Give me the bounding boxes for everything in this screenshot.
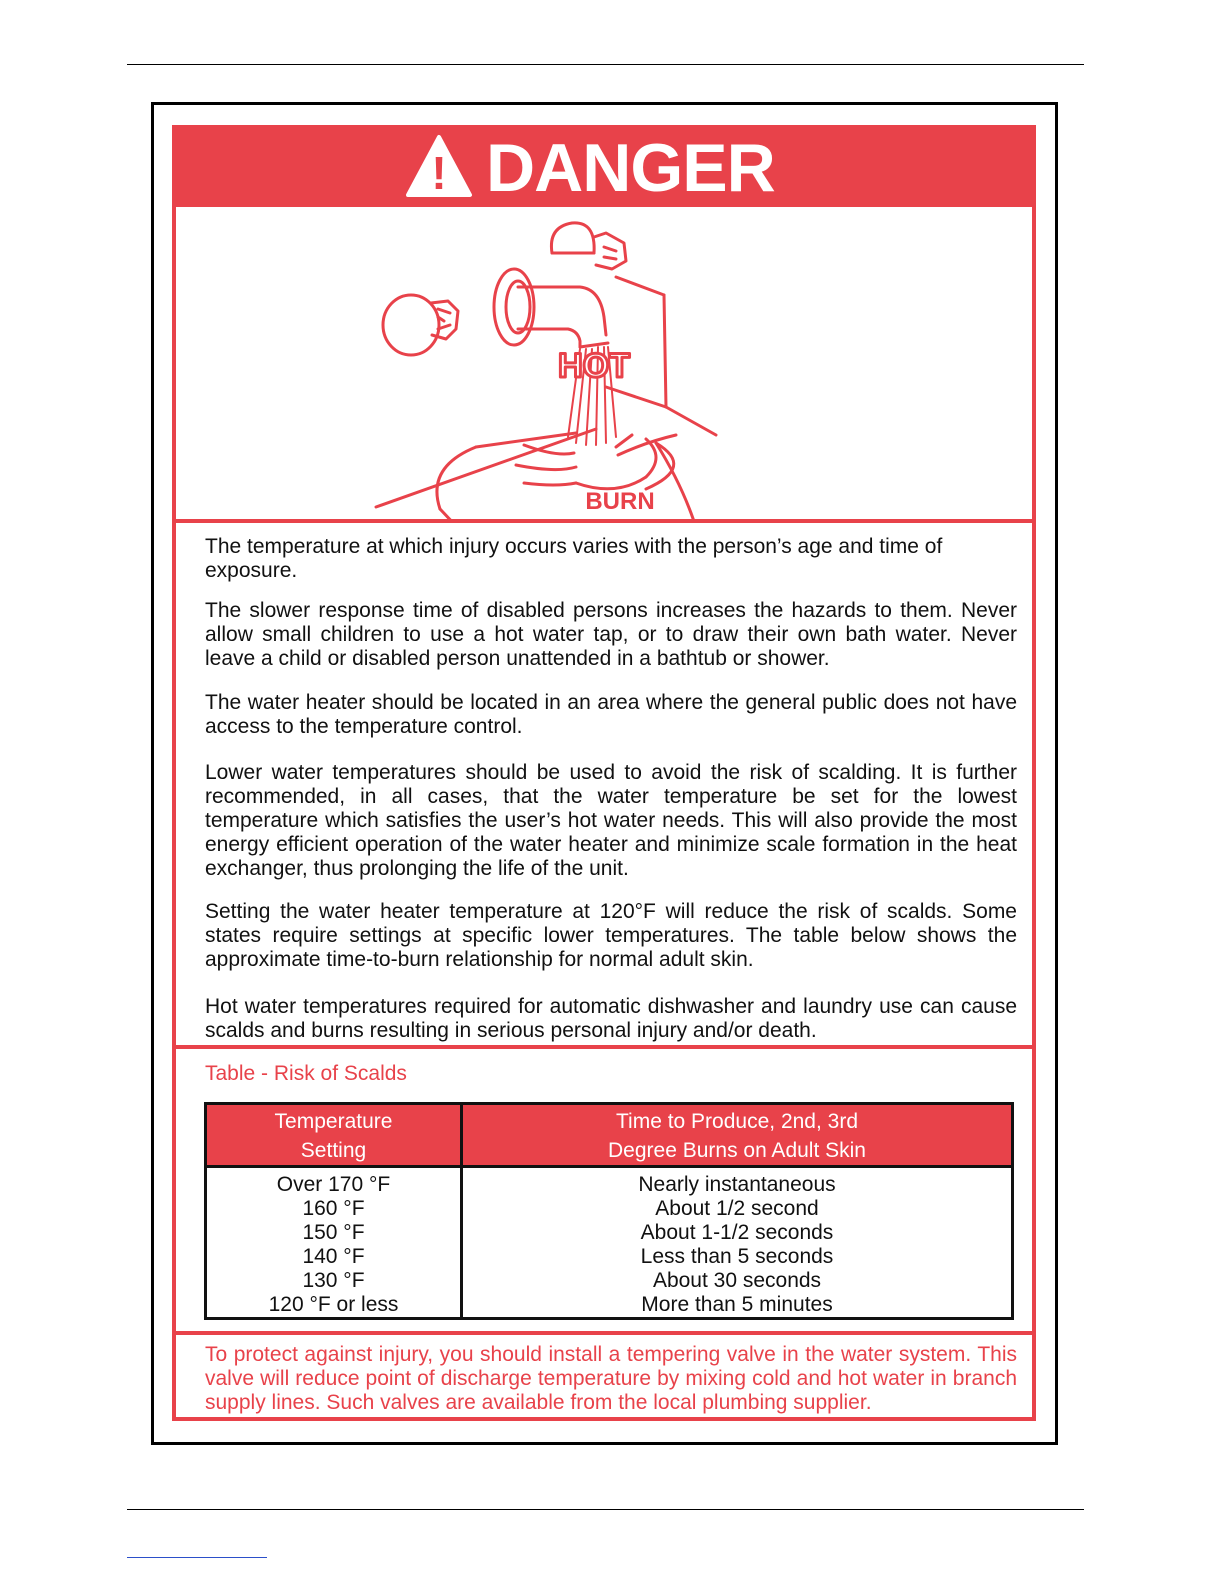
table-cell-time: Nearly instantaneous [638, 1173, 836, 1196]
header-rule [127, 64, 1084, 65]
danger-label [172, 125, 1036, 1421]
table-cell-temperature: 140 °F [302, 1245, 365, 1268]
table-cell-time: Less than 5 seconds [640, 1245, 834, 1268]
header-temperature-setting [207, 1105, 463, 1165]
hot-water-illustration [176, 207, 1032, 523]
table-title: Table - Risk of Scalds [205, 1062, 407, 1085]
table-cell-temperature: 120 °F or less [268, 1293, 399, 1316]
header-temperature-line-1: Temperature [274, 1110, 393, 1133]
risk-of-scalds-table [204, 1102, 1014, 1320]
table-cell-temperature: 160 °F [302, 1197, 365, 1220]
tempering-valve-warning: To protect against injury, you should install a tempering valve in the water system. This valve will reduce point of discharge temperature by mixing cold and hot water in branch supply lines. Such valves are available from the local plumbing supplier. [205, 1343, 1017, 1414]
paragraph-disabled-persons: The slower response time of disabled persons increases the hazards to them. Never allow small children to use a hot water tap, or to draw their own bath water. Never leave a child or disabled person unattended in a bathtub or shower. [205, 599, 1017, 670]
table-cell-temperature: Over 170 °F [276, 1173, 391, 1196]
table-cell-temperature: 150 °F [302, 1221, 365, 1244]
header-time-to-burn [463, 1105, 1011, 1165]
paragraph-120f-setting: Setting the water heater temperature at 120°F will reduce the risk of scalds. Some states require settings at specific lower temperatures. The table below shows the approximate time-to-burn relationship for normal adult skin. [205, 900, 1017, 971]
safety-text-section [176, 523, 1032, 1049]
tempering-valve-section [176, 1335, 1032, 1417]
paragraph-injury-temperature: The temperature at which injury occurs varies with the person’s age and time of exposure. [205, 535, 943, 582]
scald-table-section [176, 1049, 1032, 1335]
paragraph-lower-temperatures: Lower water temperatures should be used to avoid the risk of scalding. It is further recommended, in all cases, that the water temperature be set for the lowest temperature which satisfies the user’s hot water needs. This will also provide the most energy efficient operation of the water heater and minimize scale formation in the heat exchanger, thus prolonging the life of the unit. [205, 761, 1017, 880]
signal-word: DANGER [486, 130, 775, 206]
hot-text: HOT [558, 347, 630, 385]
header-time-line-1: Time to Produce, 2nd, 3rd [615, 1110, 858, 1133]
danger-header [176, 129, 1032, 207]
temperature-column [207, 1168, 463, 1317]
table-cell-time: About 30 seconds [652, 1269, 822, 1292]
table-cell-temperature: 130 °F [302, 1269, 365, 1292]
warning-triangle-icon [404, 133, 474, 199]
table-cell-time: More than 5 minutes [641, 1293, 833, 1316]
table-header-row [207, 1105, 1011, 1168]
header-time-line-2: Degree Burns on Adult Skin [608, 1139, 866, 1162]
table-cell-time: About 1-1/2 seconds [640, 1221, 834, 1244]
footer-link-underline [127, 1557, 267, 1558]
warning-glyph: ! [431, 147, 447, 199]
paragraph-dishwasher-laundry: Hot water temperatures required for automatic dishwasher and laundry use can cause scalds and burns resulting in serious personal injury and/or death. [205, 995, 1017, 1042]
header-temperature-line-2: Setting [300, 1139, 367, 1162]
paragraph-heater-location: The water heater should be located in an area where the general public does not have access to the temperature control. [205, 691, 1017, 738]
hot-water-faucet-illustration [176, 207, 1032, 519]
table-cell-time: About 1/2 second [655, 1197, 819, 1220]
time-column [463, 1168, 1011, 1317]
burn-text: BURN [585, 488, 655, 515]
footer-rule [127, 1509, 1084, 1510]
